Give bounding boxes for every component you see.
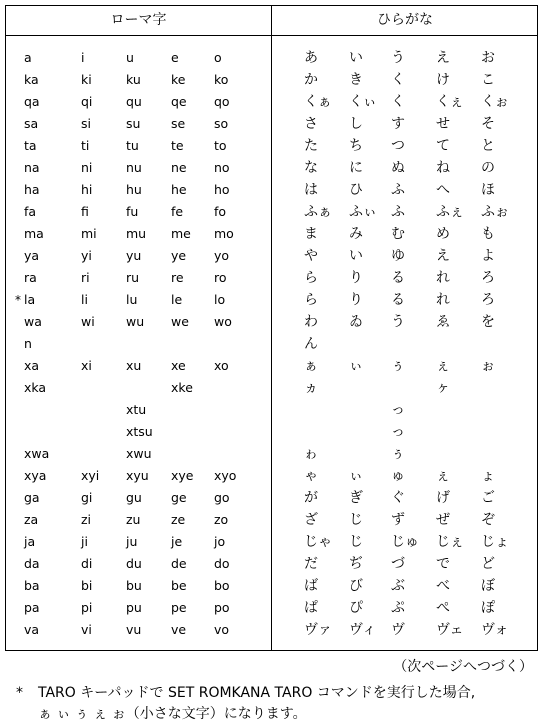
romaji-cell: xyo xyxy=(214,468,237,483)
hiragana-cell: び xyxy=(349,578,363,594)
romaji-cell: xe xyxy=(171,358,186,373)
table-row xyxy=(6,69,537,91)
romaji-cell: ne xyxy=(171,160,187,175)
romaji-cell: a xyxy=(24,50,32,65)
table-row xyxy=(6,487,537,509)
hiragana-cell: ヴェ xyxy=(436,622,464,638)
hiragana-cell: ぬ xyxy=(391,160,405,176)
romaji-cell: xtu xyxy=(126,402,147,417)
hiragana-cell: ゃ xyxy=(304,468,318,484)
hiragana-cell: ぅ xyxy=(391,358,405,374)
hiragana-cell: る xyxy=(391,270,405,286)
romaji-cell: n xyxy=(24,336,32,351)
table-row xyxy=(6,597,537,619)
romaji-cell: xya xyxy=(24,468,47,483)
hiragana-cell: ヴィ xyxy=(349,622,377,638)
romaji-cell: fo xyxy=(214,204,227,219)
table-row xyxy=(6,355,537,377)
hiragana-cell: ぷ xyxy=(391,600,405,616)
romaji-cell: fe xyxy=(171,204,184,219)
romaji-cell: je xyxy=(171,534,183,549)
romaji-cell: to xyxy=(214,138,227,153)
hiragana-cell: は xyxy=(304,182,318,198)
hiragana-cell: す xyxy=(391,116,405,132)
romaji-cell: hi xyxy=(81,182,93,197)
hiragana-cell: ず xyxy=(391,512,405,528)
romaji-cell: ya xyxy=(24,248,40,263)
hiragana-cell: む xyxy=(391,226,405,242)
hiragana-cell: う xyxy=(391,314,405,330)
romaji-cell: xi xyxy=(81,358,92,373)
hiragana-cell: くぇ xyxy=(436,94,464,110)
hiragana-cell: せ xyxy=(436,116,450,132)
hiragana-cell: の xyxy=(481,160,495,176)
romaji-cell: xwa xyxy=(24,446,50,461)
romaji-cell: za xyxy=(24,512,39,527)
romaji-cell: la xyxy=(24,292,36,307)
romaji-cell: qa xyxy=(24,94,40,109)
romaji-cell: so xyxy=(214,116,229,131)
hiragana-cell: に xyxy=(349,160,363,176)
table-row xyxy=(6,333,537,355)
romaji-cell: wu xyxy=(126,314,145,329)
hiragana-column-header: ひらがな xyxy=(377,12,433,28)
romaji-cell: xo xyxy=(214,358,229,373)
romaji-cell: ra xyxy=(24,270,37,285)
romaji-cell: qe xyxy=(171,94,187,109)
romaji-cell: xke xyxy=(171,380,193,395)
hiragana-cell: り xyxy=(349,292,363,308)
hiragana-cell: ぱ xyxy=(304,600,318,616)
table-row xyxy=(6,267,537,289)
hiragana-cell: み xyxy=(349,226,363,242)
romaji-cell: si xyxy=(81,116,91,131)
romaji-cell: ko xyxy=(214,72,229,87)
hiragana-cell: ぉ xyxy=(481,358,495,374)
hiragana-cell: ぢ xyxy=(349,556,363,572)
hiragana-cell: へ xyxy=(436,182,450,198)
romaji-cell: i xyxy=(81,50,85,65)
hiragana-cell: じ xyxy=(349,534,363,550)
hiragana-cell: く xyxy=(391,72,405,88)
romaji-cell: du xyxy=(126,556,142,571)
hiragana-cell: ら xyxy=(304,292,318,308)
romaji-cell: xwu xyxy=(126,446,152,461)
table-row xyxy=(6,377,537,399)
romaji-cell: fa xyxy=(24,204,37,219)
hiragana-cell: ゑ xyxy=(436,314,450,330)
romaji-cell: no xyxy=(214,160,230,175)
romaji-cell: yi xyxy=(81,248,92,263)
hiragana-cell: し xyxy=(349,116,363,132)
romaji-cell: na xyxy=(24,160,40,175)
romaji-cell: ji xyxy=(81,534,88,549)
hiragana-cell: と xyxy=(481,138,495,154)
hiragana-cell: て xyxy=(436,138,450,154)
hiragana-cell: ゆ xyxy=(391,248,405,264)
footnote-mark: * xyxy=(16,685,23,701)
table-row xyxy=(6,553,537,575)
romaji-cell: wo xyxy=(214,314,232,329)
hiragana-cell: を xyxy=(481,314,495,330)
hiragana-cell: ぜ xyxy=(436,512,450,528)
romaji-cell: pi xyxy=(81,600,93,615)
hiragana-cell: や xyxy=(304,248,318,264)
hiragana-cell: ん xyxy=(304,336,318,352)
table-row xyxy=(6,399,537,421)
hiragana-cell: ふ xyxy=(391,204,405,220)
table-row xyxy=(6,179,537,201)
hiragana-cell: っ xyxy=(391,402,405,418)
hiragana-cell: ふ xyxy=(391,182,405,198)
romaji-cell: sa xyxy=(24,116,39,131)
table-row xyxy=(6,157,537,179)
table-row xyxy=(6,47,537,69)
hiragana-cell: れ xyxy=(436,270,450,286)
romaji-cell: he xyxy=(171,182,187,197)
hiragana-cell: で xyxy=(436,556,450,572)
hiragana-cell: ぐ xyxy=(391,490,405,506)
romaji-cell: ri xyxy=(81,270,90,285)
hiragana-cell: ぇ xyxy=(436,358,450,374)
romaji-cell: da xyxy=(24,556,40,571)
romaji-cell: ye xyxy=(171,248,187,263)
romaji-cell: ku xyxy=(126,72,141,87)
hiragana-cell: ゅ xyxy=(391,468,405,484)
hiragana-cell: だ xyxy=(304,556,318,572)
romaji-cell: xa xyxy=(24,358,40,373)
hiragana-cell: ち xyxy=(349,138,363,154)
romaji-cell: re xyxy=(171,270,184,285)
footnote-line-2: ぁ ぃ ぅ ぇ ぉ（小さな文字）になります。 xyxy=(38,706,307,722)
romaji-cell: de xyxy=(171,556,187,571)
romaji-cell: ga xyxy=(24,490,40,505)
romaji-cell: vi xyxy=(81,622,92,637)
hiragana-cell: ろ xyxy=(481,292,495,308)
hiragana-cell: ざ xyxy=(304,512,318,528)
romaji-cell: ka xyxy=(24,72,39,87)
romaji-cell: ve xyxy=(171,622,187,637)
romaji-cell: po xyxy=(214,600,230,615)
hiragana-cell: ぺ xyxy=(436,600,450,616)
romaji-cell: ru xyxy=(126,270,140,285)
romaji-cell: ge xyxy=(171,490,187,505)
romaji-cell: yo xyxy=(214,248,230,263)
hiragana-cell: ぃ xyxy=(349,468,363,484)
hiragana-cell: い xyxy=(349,248,363,264)
romaji-cell: do xyxy=(214,556,230,571)
hiragana-cell: る xyxy=(391,292,405,308)
romaji-cell: hu xyxy=(126,182,142,197)
romaji-cell: e xyxy=(171,50,179,65)
table-row xyxy=(6,223,537,245)
romaji-column-header: ローマ字 xyxy=(110,12,167,28)
romaji-cell: ju xyxy=(126,534,138,549)
hiragana-cell: い xyxy=(349,50,363,66)
hiragana-cell: り xyxy=(349,270,363,286)
romaji-cell: xtsu xyxy=(126,424,153,439)
hiragana-cell: も xyxy=(481,226,495,242)
table-row xyxy=(6,619,537,641)
hiragana-cell: ど xyxy=(481,556,495,572)
table-row xyxy=(6,421,537,443)
romaji-cell: qu xyxy=(126,94,142,109)
hiragana-cell: れ xyxy=(436,292,450,308)
hiragana-cell: っ xyxy=(391,424,405,440)
hiragana-cell: じぇ xyxy=(436,534,464,550)
hiragana-cell: く xyxy=(391,94,405,110)
romaji-cell: ja xyxy=(24,534,36,549)
hiragana-cell: ゎ xyxy=(304,446,318,462)
romaji-cell: zu xyxy=(126,512,141,527)
romaji-hiragana-table xyxy=(5,5,538,651)
hiragana-cell: づ xyxy=(391,556,405,572)
romaji-cell: su xyxy=(126,116,141,131)
hiragana-cell: ぎ xyxy=(349,490,363,506)
romaji-cell: ti xyxy=(81,138,90,153)
romaji-cell: ro xyxy=(214,270,227,285)
romaji-cell: mu xyxy=(126,226,147,241)
romaji-cell: we xyxy=(171,314,189,329)
hiragana-cell: ふぇ xyxy=(436,204,464,220)
hiragana-cell: じょ xyxy=(481,534,509,550)
hiragana-cell: ゐ xyxy=(349,314,363,330)
hiragana-cell: げ xyxy=(436,490,450,506)
romaji-cell: ze xyxy=(171,512,186,527)
romaji-cell: tu xyxy=(126,138,139,153)
romaji-cell: pa xyxy=(24,600,40,615)
hiragana-cell: ふぉ xyxy=(481,204,509,220)
romaji-cell: li xyxy=(81,292,88,307)
hiragana-cell: お xyxy=(481,50,495,66)
romaji-cell: pe xyxy=(171,600,187,615)
hiragana-cell: じゃ xyxy=(304,534,332,550)
romaji-cell: zo xyxy=(214,512,229,527)
hiragana-cell: つ xyxy=(391,138,405,154)
romaji-cell: me xyxy=(171,226,191,241)
table-row xyxy=(6,201,537,223)
romaji-cell: u xyxy=(126,50,134,65)
hiragana-cell: う xyxy=(391,50,405,66)
hiragana-cell: ね xyxy=(436,160,450,176)
hiragana-cell: あ xyxy=(304,50,318,66)
table-row xyxy=(6,135,537,157)
romaji-cell: va xyxy=(24,622,40,637)
hiragana-cell: ょ xyxy=(481,468,495,484)
hiragana-cell: ヶ xyxy=(436,380,450,396)
hiragana-cell: ほ xyxy=(481,182,495,198)
hiragana-cell: ぇ xyxy=(436,468,450,484)
romaji-cell: vu xyxy=(126,622,142,637)
romaji-cell: bu xyxy=(126,578,142,593)
table-row xyxy=(6,575,537,597)
hiragana-cell: ぴ xyxy=(349,600,363,616)
romaji-cell: ba xyxy=(24,578,40,593)
hiragana-cell: さ xyxy=(304,116,318,132)
hiragana-cell: くぁ xyxy=(304,94,332,110)
romaji-cell: ha xyxy=(24,182,40,197)
romaji-cell: xye xyxy=(171,468,194,483)
table-row xyxy=(6,113,537,135)
hiragana-cell: ば xyxy=(304,578,318,594)
table-row xyxy=(6,509,537,531)
hiragana-cell: ご xyxy=(481,490,495,506)
hiragana-cell: ヴォ xyxy=(481,622,509,638)
romaji-cell: bi xyxy=(81,578,93,593)
romaji-cell: xu xyxy=(126,358,142,373)
hiragana-cell: ふぃ xyxy=(349,204,377,220)
hiragana-cell: な xyxy=(304,160,318,176)
romaji-cell: fu xyxy=(126,204,139,219)
hiragana-cell: ま xyxy=(304,226,318,242)
romaji-cell: se xyxy=(171,116,186,131)
romaji-cell: ke xyxy=(171,72,186,87)
hiragana-cell: え xyxy=(436,50,450,66)
hiragana-cell: ヴ xyxy=(391,622,405,638)
hiragana-cell: き xyxy=(349,72,363,88)
hiragana-cell: よ xyxy=(481,248,495,264)
hiragana-cell: べ xyxy=(436,578,450,594)
hiragana-cell: ヵ xyxy=(304,380,318,396)
romaji-cell: nu xyxy=(126,160,142,175)
table-row xyxy=(6,531,537,553)
romaji-cell: xyi xyxy=(81,468,100,483)
hiragana-cell: か xyxy=(304,72,318,88)
romaji-cell: di xyxy=(81,556,93,571)
table-row xyxy=(6,91,537,113)
hiragana-cell: ふぁ xyxy=(304,204,332,220)
hiragana-cell: ぃ xyxy=(349,358,363,374)
hiragana-cell: ぅ xyxy=(391,446,405,462)
hiragana-cell: ぽ xyxy=(481,600,495,616)
romaji-cell: ma xyxy=(24,226,44,241)
hiragana-cell: わ xyxy=(304,314,318,330)
romaji-cell: ni xyxy=(81,160,93,175)
hiragana-cell: ぁ xyxy=(304,358,318,374)
hiragana-cell: ヴァ xyxy=(304,622,332,638)
romaji-cell: mo xyxy=(214,226,234,241)
romaji-cell: zi xyxy=(81,512,92,527)
romaji-cell: vo xyxy=(214,622,230,637)
romaji-cell: wa xyxy=(24,314,42,329)
romaji-cell: gi xyxy=(81,490,93,505)
hiragana-cell: ひ xyxy=(349,182,363,198)
hiragana-cell: ろ xyxy=(481,270,495,286)
romaji-cell: o xyxy=(214,50,222,65)
footnote-star-marker: * xyxy=(15,293,21,307)
romaji-cell: fi xyxy=(81,204,89,219)
romaji-cell: xka xyxy=(24,380,47,395)
romaji-cell: le xyxy=(171,292,183,307)
hiragana-cell: じ xyxy=(349,512,363,528)
romaji-cell: bo xyxy=(214,578,230,593)
romaji-cell: lo xyxy=(214,292,226,307)
footnote-line-1: TARO キーパッドで SET ROMKANA TARO コマンドを実行した場合, xyxy=(38,685,476,701)
romaji-cell: xyu xyxy=(126,468,149,483)
romaji-cell: te xyxy=(171,138,184,153)
romaji-cell: qi xyxy=(81,94,93,109)
hiragana-cell: ぼ xyxy=(481,578,495,594)
hiragana-cell: くぃ xyxy=(349,94,377,110)
romaji-cell: ki xyxy=(81,72,92,87)
romaji-cell: ta xyxy=(24,138,37,153)
romaji-cell: ho xyxy=(214,182,230,197)
hiragana-cell: くぉ xyxy=(481,94,509,110)
hiragana-cell: え xyxy=(436,248,450,264)
romaji-cell: gu xyxy=(126,490,142,505)
romaji-cell: go xyxy=(214,490,230,505)
romaji-cell: lu xyxy=(126,292,138,307)
romaji-cell: mi xyxy=(81,226,97,241)
romaji-cell: qo xyxy=(214,94,230,109)
hiragana-cell: ぞ xyxy=(481,512,495,528)
romaji-cell: jo xyxy=(214,534,226,549)
table-row xyxy=(6,311,537,333)
table-row xyxy=(6,245,537,267)
table-row xyxy=(6,289,537,311)
hiragana-cell: じゅ xyxy=(391,534,419,550)
hiragana-cell: め xyxy=(436,226,450,242)
hiragana-cell: た xyxy=(304,138,318,154)
romaji-cell: wi xyxy=(81,314,95,329)
hiragana-cell: が xyxy=(304,490,318,506)
hiragana-cell: ら xyxy=(304,270,318,286)
table-row xyxy=(6,465,537,487)
hiragana-cell: ぶ xyxy=(391,578,405,594)
hiragana-cell: け xyxy=(436,72,450,88)
table-row xyxy=(6,443,537,465)
hiragana-cell: こ xyxy=(481,72,495,88)
continued-note: （次ページへつづく） xyxy=(393,659,533,675)
romaji-cell: yu xyxy=(126,248,142,263)
romaji-cell: pu xyxy=(126,600,142,615)
romaji-cell: be xyxy=(171,578,187,593)
hiragana-cell: そ xyxy=(481,116,495,132)
